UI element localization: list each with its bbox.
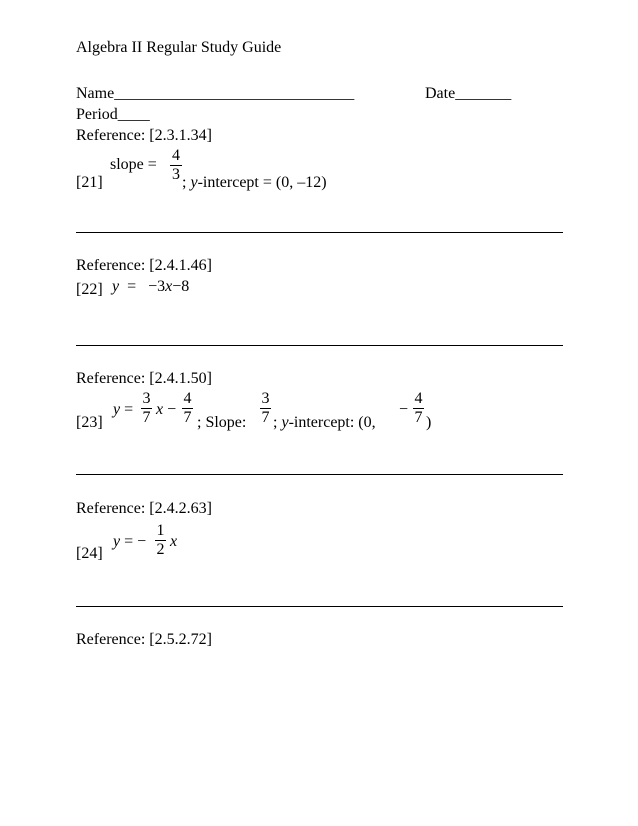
answer-22-equation: y = −3x−8 bbox=[112, 278, 190, 295]
reference-24: Reference: [2.4.2.63] bbox=[76, 500, 212, 517]
date-line: Date_______ bbox=[425, 85, 512, 102]
answer-24-lhs: y = − bbox=[113, 533, 147, 550]
answer-24-x: x bbox=[170, 533, 178, 550]
fraction-4-7: 4 7 bbox=[183, 390, 192, 426]
intercept-text: ; y-intercept: (0, bbox=[273, 414, 376, 431]
answer-23-x: x − bbox=[156, 401, 177, 418]
fraction-4-3: 4 3 bbox=[172, 147, 180, 183]
item-number-24: [24] bbox=[76, 545, 103, 562]
close-paren: ) bbox=[426, 414, 432, 431]
separator-rule bbox=[76, 606, 563, 607]
slope-label: slope = bbox=[110, 156, 157, 173]
reference-21: Reference: [2.3.1.34] bbox=[76, 127, 212, 144]
page-title: Algebra II Regular Study Guide bbox=[76, 39, 282, 56]
answer-23-lhs: y = bbox=[113, 401, 134, 418]
answer-21-intercept: ; y-intercept = (0, –12) bbox=[182, 174, 327, 191]
fraction-3-7: 3 7 bbox=[142, 390, 151, 426]
separator-rule bbox=[76, 232, 563, 233]
separator-rule bbox=[76, 474, 563, 475]
fraction-4-7-intercept: 4 7 bbox=[414, 390, 423, 426]
period-line: Period____ bbox=[76, 106, 150, 123]
reference-22: Reference: [2.4.1.46] bbox=[76, 257, 212, 274]
slope-text: ; Slope: bbox=[197, 414, 247, 431]
reference-25: Reference: [2.5.2.72] bbox=[76, 631, 212, 648]
item-number-23: [23] bbox=[76, 414, 103, 431]
fraction-3-7-slope: 3 7 bbox=[261, 390, 270, 426]
item-number-22: [22] bbox=[76, 281, 103, 298]
negative-sign: − bbox=[399, 401, 409, 418]
separator-rule bbox=[76, 345, 563, 346]
name-line: Name______________________________ bbox=[76, 85, 355, 102]
fraction-1-2: 1 2 bbox=[156, 522, 165, 558]
item-number-21: [21] bbox=[76, 174, 103, 191]
reference-23: Reference: [2.4.1.50] bbox=[76, 370, 212, 387]
